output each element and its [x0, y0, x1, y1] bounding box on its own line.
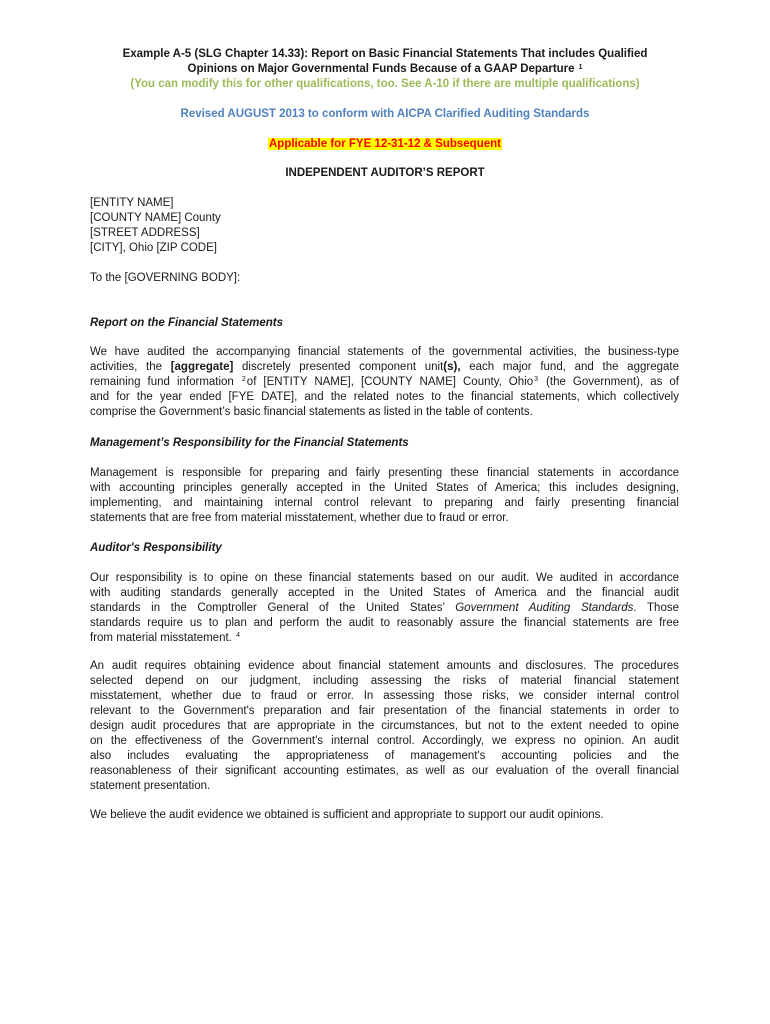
paragraph-audit-scope: [90, 345, 679, 420]
p3-gas-italic: Government Auditing Standards: [455, 602, 634, 614]
paragraph-audit-procedures: [90, 659, 679, 794]
heading-management-responsibility: Management’s Responsibility for the Financial Statements: [90, 437, 409, 449]
p1-line-1: We have audited the accompanying financial statements of the governmental activities, the business-type: [90, 346, 679, 358]
applicable-note: [40, 137, 730, 152]
p4-line-3: misstatement, whether due to fraud or error. In assessing those risks, we consider internal control: [90, 690, 679, 702]
p4-line-2: selected depend on our judgment, including assessing the risks of material financial statement: [90, 675, 679, 687]
p3-line-1: Our responsibility is to opine on these financial statements based on our audit. We audited in accordance: [90, 572, 679, 584]
p1-line-2: [90, 360, 679, 375]
address-line-entity: [ENTITY NAME]: [90, 197, 174, 209]
p2-line-3: implementing, and maintaining internal control relevant to preparing and fairly presenting financial: [90, 497, 679, 509]
p1-line-2-c: discretely presented component unit: [233, 361, 444, 373]
p2-line-2: with accounting principles generally accepted in the United States of America; this includes designing,: [90, 482, 679, 494]
p1-units-bold: (s),: [443, 361, 461, 373]
title-footnote-ref: 1: [578, 64, 583, 71]
footnote-ref-2: 2: [241, 376, 246, 383]
p1-line-4: and for the year ended [FYE DATE], and the related notes to the financial statements, which collectively: [90, 391, 679, 403]
p4-line-8: reasonableness of their significant accounting estimates, as well as our evaluation of the overall financial: [90, 765, 679, 777]
footnote-ref-3: 3: [534, 376, 539, 383]
title-line-2: [40, 62, 730, 77]
p2-line-1: Management is responsible for preparing and fairly presenting these financial statements in accordance: [90, 467, 679, 479]
revised-note: Revised AUGUST 2013 to conform with AICPA Clarified Auditing Standards: [180, 108, 590, 120]
p3-line-3-a: standards in the Comptroller General of the United States’: [90, 602, 456, 614]
salutation: To the [GOVERNING BODY]:: [90, 272, 241, 284]
paragraph-management-responsibility: [90, 466, 679, 526]
p4-line-7: also includes evaluating the appropriateness of management's accounting policies and the: [90, 750, 679, 762]
p4-line-5: design audit procedures that are appropriate in the circumstances, but not to the extent needed to opine: [90, 720, 679, 732]
p1-line-5: comprise the Government’s basic financial statements as listed in the table of contents.: [90, 406, 533, 418]
p4-line-1: An audit requires obtaining evidence about financial statement amounts and disclosures. The procedures: [90, 660, 679, 672]
p3-line-5-text: from material misstatement.: [90, 632, 232, 644]
p1-line-3-b: of [ENTITY NAME], [COUNTY NAME] County, Ohio: [246, 376, 534, 388]
title-line-1: Example A-5 (SLG Chapter 14.33): Report on Basic Financial Statements That includes Qualified: [122, 48, 648, 60]
p4-line-9: statement presentation.: [90, 780, 211, 792]
address-line-city: [CITY], Ohio [ZIP CODE]: [90, 242, 217, 254]
p1-line-3-a: remaining fund information: [90, 376, 234, 388]
address-line-street: [STREET ADDRESS]: [90, 227, 200, 239]
report-title: INDEPENDENT AUDITOR’S REPORT: [285, 167, 485, 179]
title-line-2-text: Opinions on Major Governmental Funds Because of a GAAP Departure: [187, 63, 575, 75]
p3-line-4: standards require us to plan and perform the audit to reasonably assure the financial statements are free: [90, 617, 679, 629]
address-line-county: [COUNTY NAME] County: [90, 212, 221, 224]
p4-line-4: relevant to the Government's preparation and fair presentation of the financial statements in order to: [90, 705, 679, 717]
footnote-ref-4: 4: [236, 632, 240, 639]
address-block: [90, 196, 679, 256]
p1-line-2-a: activities, the: [90, 361, 171, 373]
p3-line-2: with auditing standards generally accepted in the United States of America and the financial audit: [90, 587, 679, 599]
heading-report-on-financial-statements: Report on the Financial Statements: [90, 317, 283, 329]
p3-line-3-c: . Those: [633, 602, 679, 614]
document-title: [40, 47, 730, 77]
p4-line-6: on the effectiveness of the Government's internal control. Accordingly, we express no opinion. An audit: [90, 735, 679, 747]
heading-auditor-responsibility: Auditor's Responsibility: [90, 542, 222, 554]
p1-line-3: [90, 375, 679, 390]
p3-line-5: [90, 631, 679, 646]
p1-line-2-e: each major fund, and the aggregate: [460, 361, 679, 373]
p1-aggregate-bold: [aggregate]: [170, 361, 234, 373]
p3-line-3: [90, 601, 679, 616]
applicable-note-text: Applicable for FYE 12-31-12 & Subsequent: [269, 138, 501, 150]
modify-note: (You can modify this for other qualifications, too. See A-10 if there are multiple qualifications): [130, 78, 640, 90]
p2-line-4: statements that are free from material misstatement, whether due to fraud or error.: [90, 512, 509, 524]
p1-line-3-c: (the Government), as of: [539, 376, 679, 388]
paragraph-evidence-sufficiency: We believe the audit evidence we obtained is sufficient and appropriate to support our audit opinions.: [90, 809, 604, 821]
paragraph-auditor-responsibility: [90, 571, 679, 646]
